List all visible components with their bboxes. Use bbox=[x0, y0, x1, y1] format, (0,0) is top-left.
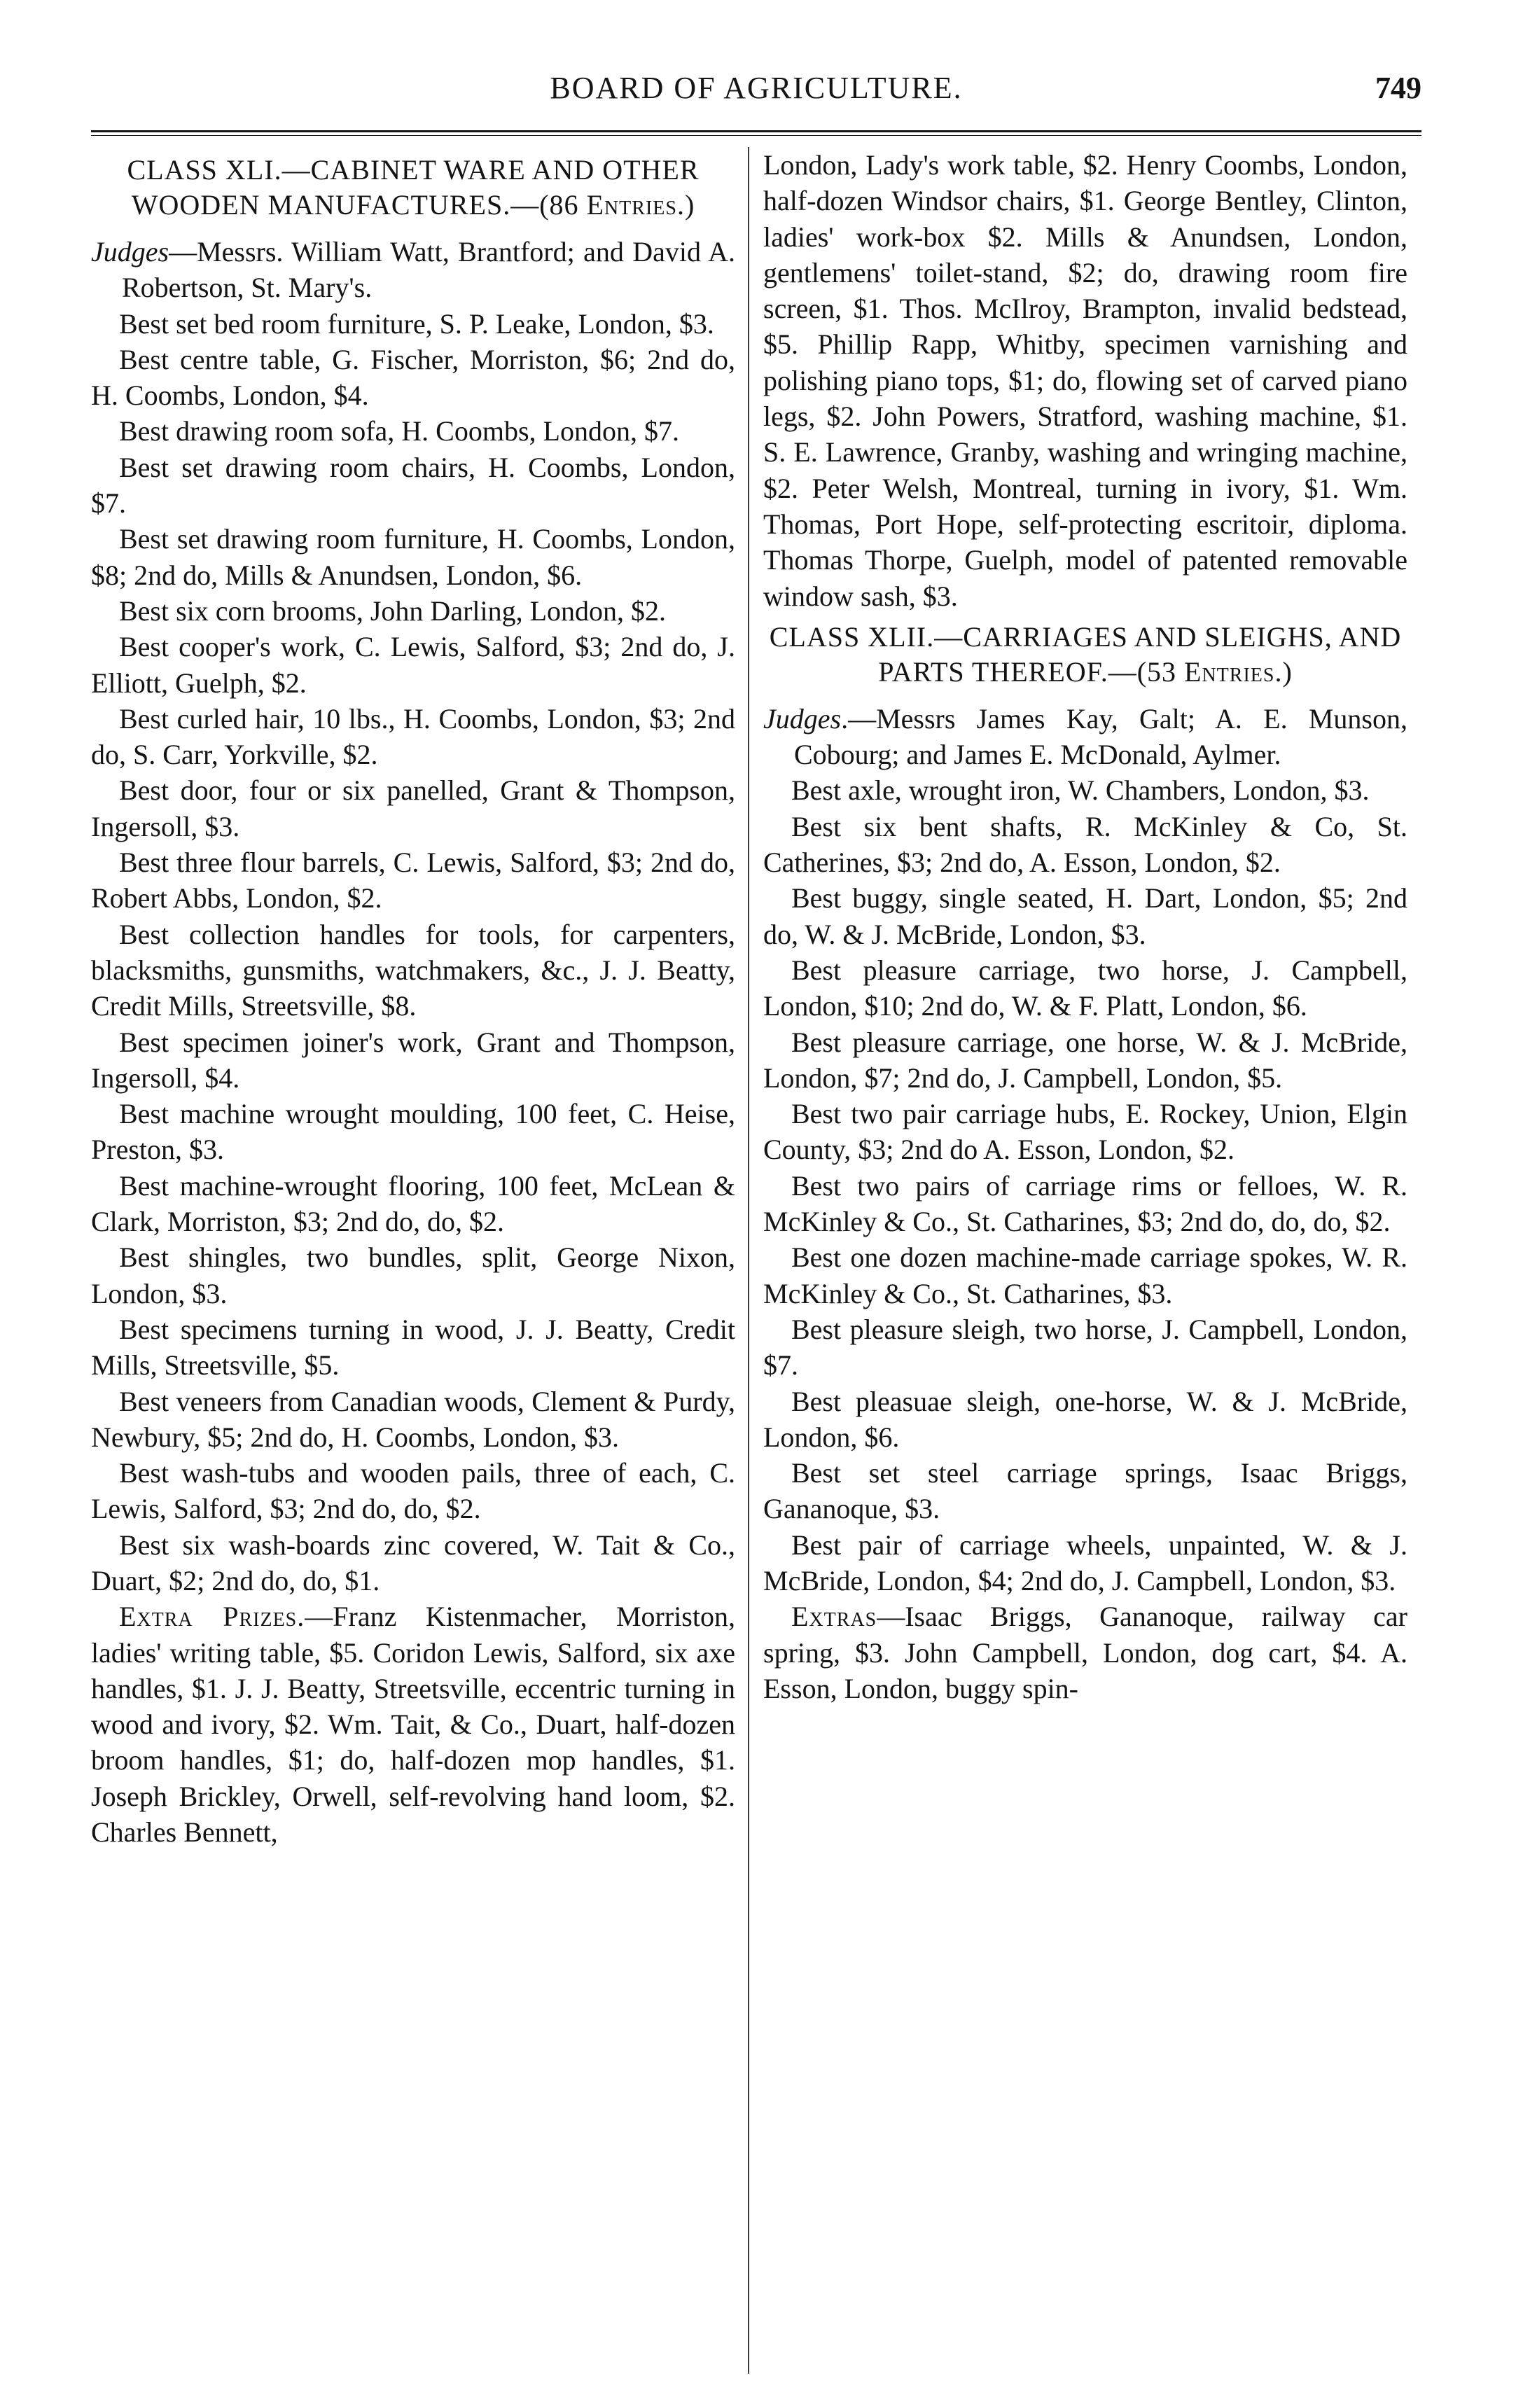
continuation-paragraph: London, Lady's work table, $2. Henry Coombs, London, half-dozen Windsor chairs, $1. George Bentley, Clinton, ladies' work-box $2. Mills & Anundsen, London, gentlemens' toilet-stand, $2; do, drawing room fire screen, $1. Thos. McIlroy, Brampton, invalid bedstead, $5. Phillip Rapp, Whitby, specimen varnishing and polishing piano tops, $1; do, flowing set of carved piano legs, $2. John Powers, Stratford, washing machine, $1. S. E. Lawrence, Granby, washing and wringing machine, $2. Peter Welsh, Montreal, turning in ivory, $1. Wm. Thomas, Port Hope, self-protecting escritoir, diploma. Thomas Thorpe, Guelph, model of patented removable window sash, $3. bbox=[763, 149, 1407, 612]
left-column bbox=[91, 147, 735, 2374]
prize-entry: Best curled hair, 10 lbs., H. Coombs, London, $3; 2nd do, S. Carr, Yorkville, $2. bbox=[91, 702, 735, 771]
prize-entry: Best machine wrought moulding, 100 feet, C. Heise, Preston, $3. bbox=[91, 1098, 735, 1166]
column-divider bbox=[748, 147, 749, 2374]
prize-entry: Best set bed room furniture, S. P. Leake, London, $3. bbox=[119, 307, 714, 340]
judges-paragraph bbox=[763, 701, 1407, 773]
prize-entry: Best wash-tubs and wooden pails, three of each, C. Lewis, Salford, $3; 2nd do, do, $2. bbox=[91, 1457, 735, 1525]
extra-prizes-text: —Franz Kistenmacher, Morriston, ladies' writing table, $5. Coridon Lewis, Salford, six axe handles, $1. J. J. Beatty, Streetsville, eccentric turning in wood and ivory, $2. Wm. Tait, & Co., Duart, half-dozen broom handles, $1; do, half-dozen mop handles, $1. Joseph Brickley, Orwell, self-revolving hand loom, $2. Charles Bennett, bbox=[91, 1601, 735, 1849]
prize-entry: Best drawing room sofa, H. Coombs, London, $7. bbox=[119, 415, 679, 447]
prize-entry: Best specimen joiner's work, Grant and Thompson, Ingersoll, $4. bbox=[91, 1026, 735, 1094]
extras-text: —Isaac Briggs, Gananoque, railway car spring, $3. John Campbell, London, dog cart, $4. A. Esson, London, buggy spin- bbox=[763, 1601, 1407, 1704]
prize-entry: Best six bent shafts, R. McKinley & Co, St. Catherines, $3; 2nd do, A. Esson, London, $2. bbox=[763, 810, 1407, 879]
prize-entry: Best veneers from Canadian woods, Clement & Purdy, Newbury, $5; 2nd do, H. Coombs, London, $3. bbox=[91, 1385, 735, 1453]
header-rule bbox=[91, 130, 1421, 136]
prize-entry: Best pleasure carriage, one horse, W. & J. McBride, London, $7; 2nd do, J. Campbell, London, $5. bbox=[763, 1026, 1407, 1094]
prize-entry: Best two pair carriage hubs, E. Rockey, Union, Elgin County, $3; 2nd do A. Esson, London, $2. bbox=[763, 1098, 1407, 1166]
prize-entry: Best six corn brooms, John Darling, London, $2. bbox=[119, 594, 667, 627]
prize-entry: Best pleasuae sleigh, one-horse, W. & J. McBride, London, $6. bbox=[763, 1385, 1407, 1453]
prize-entry: Best collection handles for tools, for carpenters, blacksmiths, gunsmiths, watchmakers, &c., J. J. Beatty, Credit Mills, Streetsville, $8. bbox=[91, 918, 735, 1022]
judges-paragraph bbox=[91, 234, 735, 306]
class-heading: CLASS XLI.—CABINET WARE AND OTHER WOODEN MANUFACTURES.—(86 Entries.) bbox=[127, 154, 700, 221]
class-heading: CLASS XLII.—CARRIAGES AND SLEIGHS, AND PARTS THEREOF.—(53 Entries.) bbox=[769, 620, 1402, 688]
extra-prizes-paragraph bbox=[91, 1599, 735, 1850]
prize-entry: Best cooper's work, C. Lewis, Salford, $3; 2nd do, J. Elliott, Guelph, $2. bbox=[91, 631, 735, 699]
prize-entry: Best specimens turning in wood, J. J. Beatty, Credit Mills, Streetsville, $5. bbox=[91, 1313, 735, 1382]
judges-label: Judges bbox=[763, 702, 842, 735]
prize-entry: Best buggy, single seated, H. Dart, London, $5; 2nd do, W. & J. McBride, London, $3. bbox=[763, 882, 1407, 950]
prize-entry: Best pair of carriage wheels, unpainted, W. & J. McBride, London, $4; 2nd do, J. Campbell, London, $3. bbox=[763, 1529, 1407, 1596]
judges-label: Judges bbox=[91, 236, 169, 267]
prize-entry: Best three flour barrels, C. Lewis, Salford, $3; 2nd do, Robert Abbs, London, $2. bbox=[91, 847, 735, 914]
judges-text: .—Messrs James Kay, Galt; A. E. Munson, Cobourg; and James E. McDonald, Aylmer. bbox=[794, 702, 1407, 771]
prize-entry: Best set steel carriage springs, Isaac Briggs, Gananoque, $3. bbox=[763, 1457, 1407, 1525]
judges-text: —Messrs. William Watt, Brantford; and David A. Robertson, St. Mary's. bbox=[122, 236, 735, 304]
prize-entry: Best six wash-boards zinc covered, W. Tait & Co., Duart, $2; 2nd do, do, $1. bbox=[91, 1529, 735, 1596]
extras-label: Extras bbox=[791, 1601, 877, 1633]
prize-entry: Best door, four or six panelled, Grant & Thompson, Ingersoll, $3. bbox=[91, 774, 735, 842]
page-number: 749 bbox=[1375, 71, 1421, 105]
prize-entry: Best shingles, two bundles, split, George Nixon, London, $3. bbox=[91, 1241, 735, 1309]
page-header bbox=[91, 70, 1421, 119]
prize-entry: Best set drawing room chairs, H. Coombs, London, $7. bbox=[91, 451, 735, 520]
prize-entry: Best centre table, G. Fischer, Morriston, $6; 2nd do, H. Coombs, London, $4. bbox=[91, 343, 735, 412]
extras-paragraph bbox=[763, 1599, 1407, 1706]
prize-entry: Best pleasure sleigh, two horse, J. Campbell, London, $7. bbox=[763, 1313, 1407, 1382]
right-column bbox=[763, 147, 1407, 2374]
running-title: BOARD OF AGRICULTURE. bbox=[550, 71, 963, 105]
prize-entry: Best two pairs of carriage rims or felloes, W. R. McKinley & Co., St. Catharines, $3; 2nd do, do, do, $2. bbox=[763, 1169, 1407, 1238]
prize-entry: Best axle, wrought iron, W. Chambers, London, $3. bbox=[791, 774, 1370, 807]
prize-entry: Best one dozen machine-made carriage spokes, W. R. McKinley & Co., St. Catharines, $3. bbox=[763, 1241, 1407, 1309]
prize-entry: Best pleasure carriage, two horse, J. Campbell, London, $10; 2nd do, W. & F. Platt, London, $6. bbox=[763, 954, 1407, 1022]
extra-prizes-label: Extra Prizes. bbox=[119, 1601, 305, 1633]
prize-entry: Best machine-wrought flooring, 100 feet, McLean & Clark, Morriston, $3; 2nd do, do, $2. bbox=[91, 1169, 735, 1238]
prize-entry: Best set drawing room furniture, H. Coombs, London, $8; 2nd do, Mills & Anundsen, London, $6. bbox=[91, 523, 735, 591]
